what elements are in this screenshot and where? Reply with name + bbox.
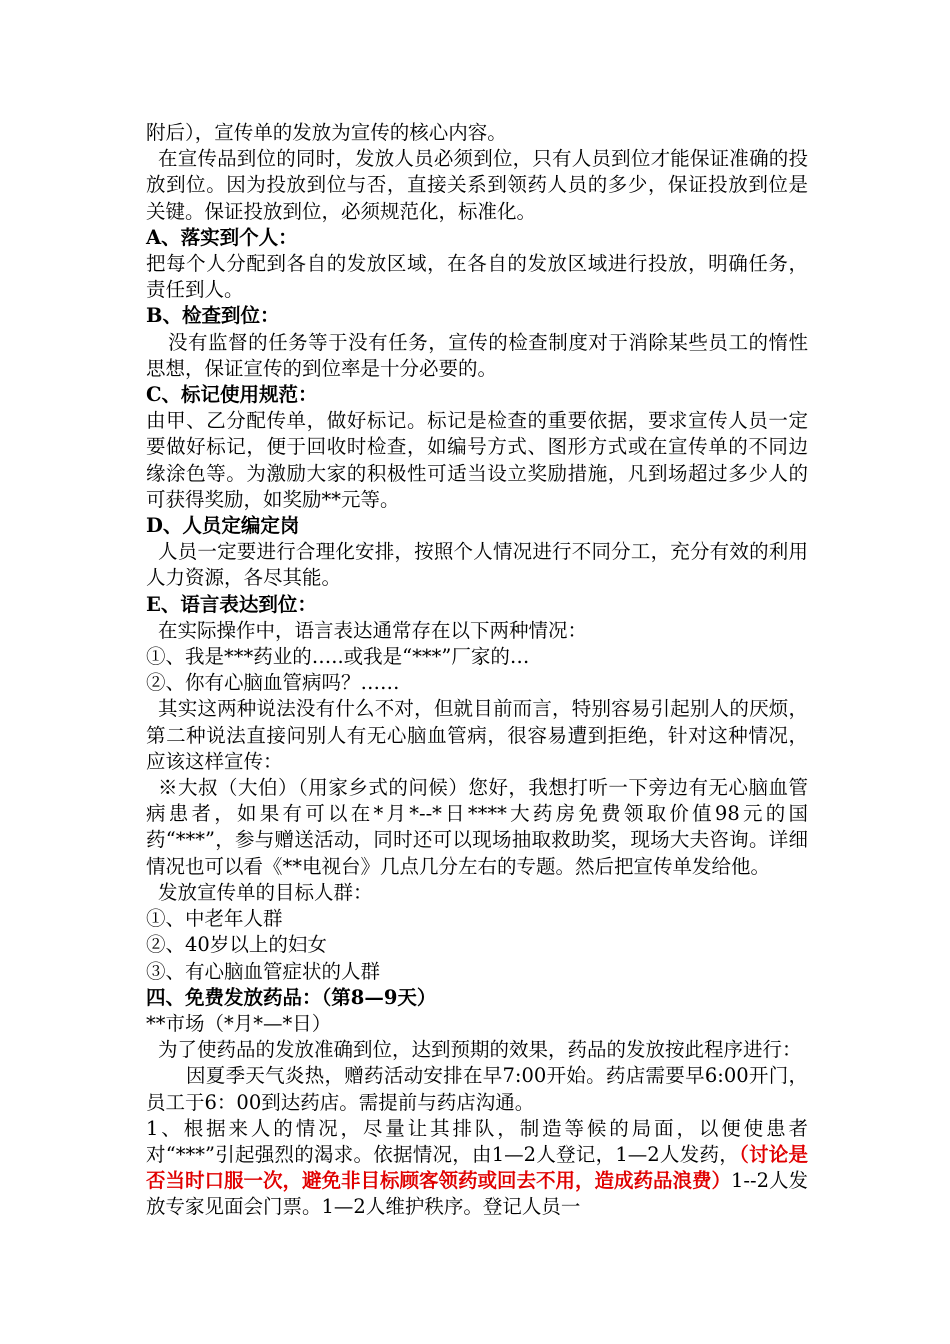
heading-a: A、落实到个人： [146,225,298,249]
heading-d: D、人员定编定岗 [146,514,300,538]
list-item-1: ①、我是***药业的…..或我是“***”厂家的… [146,645,530,669]
step-1-continuation: 1--2人发放专家见面会门票。1—2人维护秩序。登记人员一 [146,1169,809,1219]
paragraph-d: 人员一定要进行合理化安排，按照个人情况进行不同分工，充分有效的利用人力资源，各尽其能。 [146,540,808,590]
market-line: **市场（*月*—*日） [146,1011,332,1035]
document-body [146,120,808,1221]
paragraph-schedule: 因夏季天气炎热，赠药活动安排在早7:00开始。药店需要早6:00开门，员工于6：00到达药店。需提前与药店沟通。 [146,1064,808,1114]
heading-b: B、检查到位： [146,304,280,328]
paragraph-target-heading: 发放宣传单的目标人群： [158,880,373,904]
target-item-3: ③、有心脑血管症状的人群 [146,959,381,983]
list-item-2: ②、你有心脑血管病吗？…… [146,671,400,695]
target-item-2: ②、40岁以上的妇女 [146,933,327,957]
paragraph-c: 由甲、乙分配传单，做好标记。标记是检查的重要依据，要求宣传人员一定要做好标记，便于回收时检查，如编号方式、图形方式或在宣传单的不同边缘涂色等。为激励大家的积极性可适当设立奖励措施，凡到场超过多少人的可获得奖励，如奖励**元等。 [146,409,808,511]
heading-c: C、标记使用规范： [146,383,318,407]
step-1-red-note: （讨论是否当时口服一次，避免非目标顾客领药或回去不用，造成药品浪费） [146,1142,808,1193]
step-1-text: 1、根据来人的情况，尽量让其排队，制造等候的局面，以便使患者对“***”引起强烈的渴求。依据情况，由1—2人登记，1—2人发药， [146,1116,808,1166]
paragraph-staff-in-place: 在宣传品到位的同时，发放人员必须到位，只有人员到位才能保证准确的投放到位。因为投放到位与否，直接关系到领药人员的多少，保证投放到位是关键。保证投放到位，必须规范化，标准化。 [146,147,808,223]
paragraph-e-script: ※大叔（大伯）（用家乡式的问候）您好，我想打听一下旁边有无心脑血管病患者，如果有可以在*月*--*日****大药房免费领取价值98元的国药“***”，参与赠送活动，同时还可以现场抽取救助奖，现场大夫咨询。详细情况也可以看《**电视台》几点几分左右的专题。然后把宣传单发给他。 [146,776,808,878]
heading-e: E、语言表达到位： [146,592,317,616]
paragraph-e-analysis: 其实这两种说法没有什么不对，但就目前而言，特别容易引起别人的厌烦，第二种说法直接问别人有无心脑血管病，很容易遭到拒绝，针对这种情况，应该这样宣传： [146,697,808,773]
paragraph-b: 没有监督的任务等于没有任务，宣传的检查制度对于消除某些员工的惰性思想，保证宣传的到位率是十分必要的。 [146,330,808,380]
section-four-heading: 四、免费发放药品：（第8—9天） [146,985,437,1009]
paragraph-procedure: 为了使药品的发放准确到位，达到预期的效果，药品的发放按此程序进行： [158,1038,802,1062]
paragraph-intro-end: 附后），宣传单的发放为宣传的核心内容。 [146,121,507,144]
paragraph-e-intro: 在实际操作中，语言表达通常存在以下两种情况： [158,618,588,642]
paragraph-a: 把每个人分配到各自的发放区域，在各自的发放区域进行投放，明确任务，责任到人。 [146,252,808,302]
target-item-1: ①、中老年人群 [146,907,283,931]
paragraph-step-1 [146,1116,808,1221]
